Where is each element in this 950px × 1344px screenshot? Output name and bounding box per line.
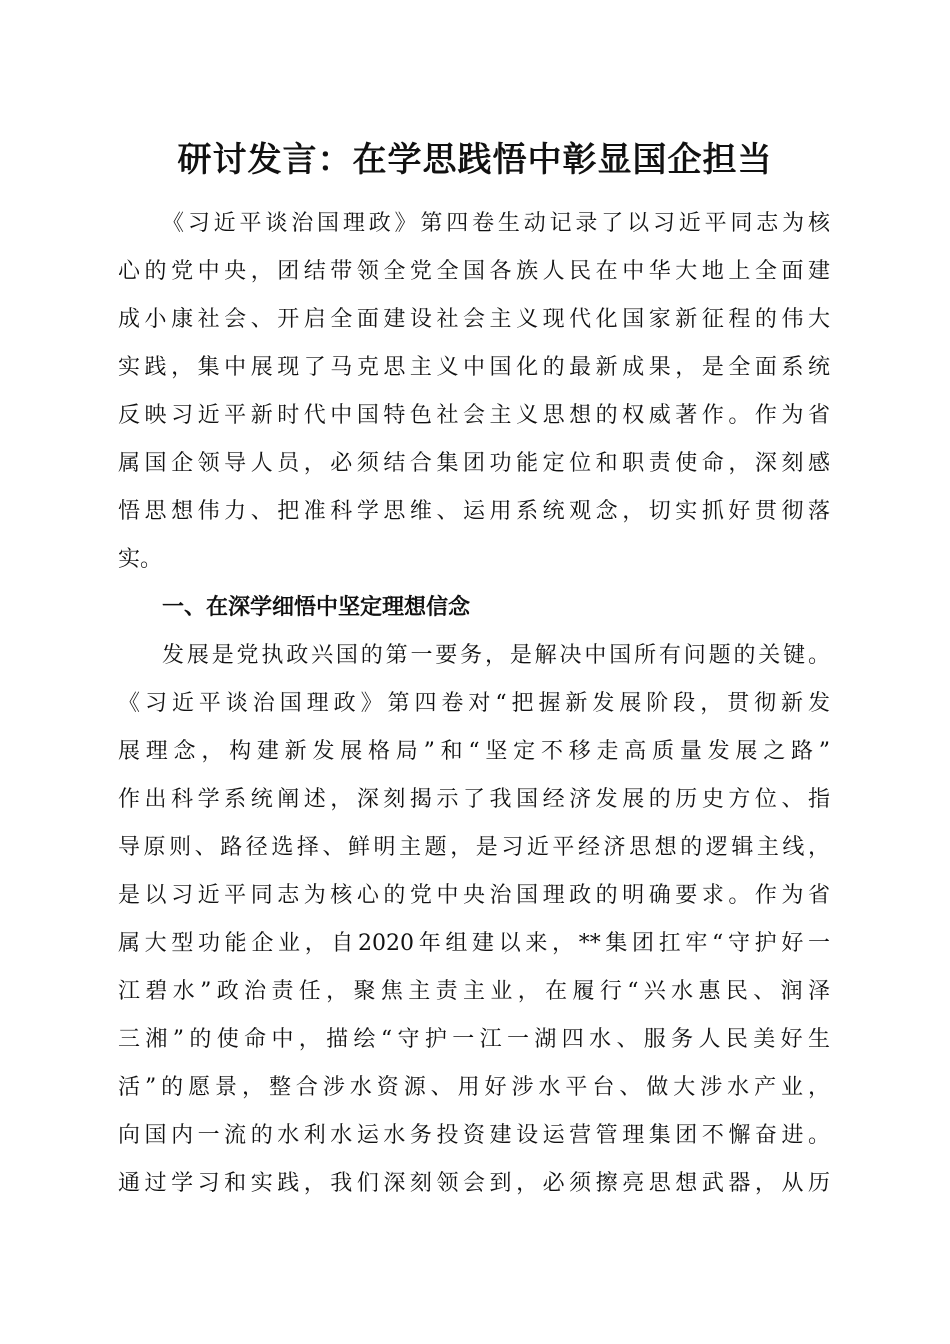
paragraph-2-line-1: 发展是党执政兴国的第一要务，是解决中国所有问题的关键。 xyxy=(162,643,830,668)
section-1-heading: 一、在深学细悟中坚定理想信念 xyxy=(162,595,471,620)
paragraph-2-line-11: 向国内一流的水利水运水务投资建设运营管理集团不懈奋进。 xyxy=(118,1123,830,1148)
paragraph-2-line-3: 展理念，构建新发展格局”和“坚定不移走高质量发展之路” xyxy=(118,739,830,764)
paragraph-2-line-8: 江碧水”政治责任，聚焦主责主业，在履行“兴水惠民、润泽 xyxy=(118,979,830,1004)
paragraph-1-line-1: 《习近平谈治国理政》第四卷生动记录了以习近平同志为核 xyxy=(162,211,830,236)
paragraph-2-line-12: 通过学习和实践，我们深刻领会到，必须擦亮思想武器，从历 xyxy=(118,1171,830,1196)
paragraph-1-line-4: 实践，集中展现了马克思主义中国化的最新成果，是全面系统 xyxy=(118,355,830,380)
paragraph-1-line-5: 反映习近平新时代中国特色社会主义思想的权威著作。作为省 xyxy=(118,403,830,428)
document-body xyxy=(118,200,830,1208)
paragraph-2-line-9: 三湘”的使命中，描绘“守护一江一湖四水、服务人民美好生 xyxy=(118,1027,830,1052)
paragraph-1-line-3: 成小康社会、开启全面建设社会主义现代化国家新征程的伟大 xyxy=(118,307,830,332)
paragraph-2-line-2: 《习近平谈治国理政》第四卷对“把握新发展阶段，贯彻新发 xyxy=(118,691,830,716)
paragraph-2-line-7: 属大型功能企业，自2020年组建以来，**集团扛牢“守护好一 xyxy=(118,931,830,956)
paragraph-2-line-6: 是以习近平同志为核心的党中央治国理政的明确要求。作为省 xyxy=(118,883,830,908)
paragraph-2-line-5: 导原则、路径选择、鲜明主题，是习近平经济思想的逻辑主线， xyxy=(118,835,830,860)
document-title: 研讨发言：在学思践悟中彰显国企担当 xyxy=(177,140,773,180)
paragraph-1-line-7: 悟思想伟力、把准科学思维、运用系统观念，切实抓好贯彻落 xyxy=(118,499,830,524)
paragraph-1-line-6: 属国企领导人员，必须结合集团功能定位和职责使命，深刻感 xyxy=(118,451,830,476)
paragraph-1-line-8: 实。 xyxy=(118,547,163,572)
paragraph-2-line-10: 活”的愿景，整合涉水资源、用好涉水平台、做大涉水产业， xyxy=(118,1075,830,1100)
paragraph-2-line-4: 作出科学系统阐述，深刻揭示了我国经济发展的历史方位、指 xyxy=(118,787,830,812)
paragraph-1-line-2: 心的党中央，团结带领全党全国各族人民在中华大地上全面建 xyxy=(118,259,830,284)
